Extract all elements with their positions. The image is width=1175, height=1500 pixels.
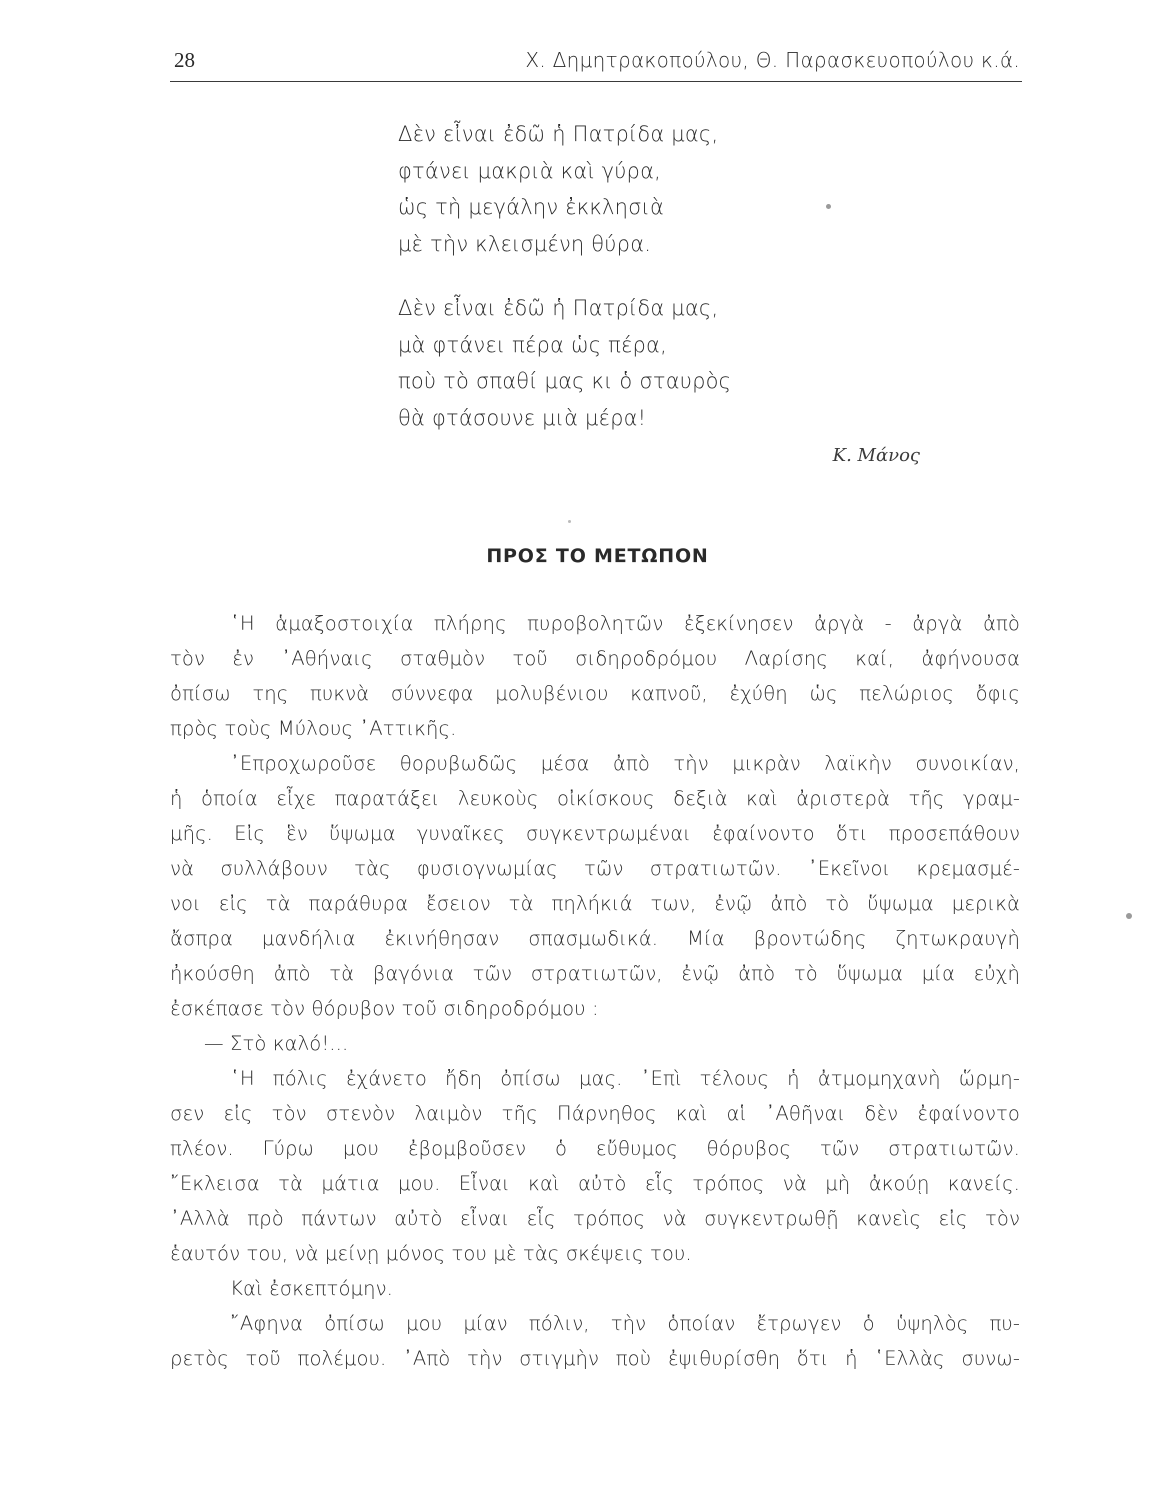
scan-speck bbox=[568, 520, 571, 523]
poem-line: ποὺ τὸ σπαθί μας κι ὁ σταυρὸς bbox=[398, 369, 732, 393]
header-rule bbox=[170, 81, 1022, 82]
page-header bbox=[174, 44, 1020, 80]
paragraph bbox=[170, 1026, 1020, 1061]
section-title: ΠΡΟΣ ΤΟ ΜΕΤΩΠΟΝ bbox=[486, 545, 709, 567]
text-line: ἡ ὁποία εἶχε παρατάξει λευκοὺς οἰκίσκους δεξιὰ καὶ ἀριστερὰ τῆς γραμ- bbox=[170, 787, 1020, 810]
page-number: 28 bbox=[174, 48, 195, 72]
text-line: ῎Εκλεισα τὰ μάτια μου. Εἶναι καὶ αὐτὸ εἷς τρόπος νὰ μὴ ἀκούῃ κανείς. bbox=[170, 1172, 1020, 1195]
poem bbox=[398, 116, 898, 464]
scan-speck bbox=[826, 204, 831, 209]
text-line: νὰ συλλάβουν τὰς φυσιογνωμίας τῶν στρατιωτῶν. ᾿Εκεῖνοι κρεμασμέ- bbox=[170, 857, 1020, 880]
paragraph bbox=[170, 1306, 1020, 1376]
text-line: ῎Αφηνα ὀπίσω μου μίαν πόλιν, τὴν ὁποίαν ἔτρωγεν ὁ ὑψηλὸς πυ- bbox=[230, 1312, 1020, 1335]
text-line: ᾿Επροχωροῦσε θορυβωδῶς μέσα ἀπὸ τὴν μικρὰν λαϊκὴν συνοικίαν, bbox=[230, 752, 1020, 775]
text-line: ῾Η πόλις ἐχάνετο ἤδη ὀπίσω μας. ᾿Επὶ τέλους ἡ ἀτμομηχανὴ ὥρμη- bbox=[230, 1067, 1020, 1090]
text-line: ἐσκέπασε τὸν θόρυβον τοῦ σιδηροδρόμου : bbox=[170, 997, 599, 1020]
text-line: ρετὸς τοῦ πολέμου. ᾿Απὸ τὴν στιγμὴν ποὺ ἐψιθυρίσθη ὅτι ἡ ῾Ελλὰς συνω- bbox=[170, 1347, 1020, 1370]
text-line: ἠκούσθη ἀπὸ τὰ βαγόνια τῶν στρατιωτῶν, ἐνῷ ἀπὸ τὸ ὕψωμα μία εὐχὴ bbox=[170, 962, 1020, 985]
poem-line: φτάνει μακριὰ καὶ γύρα, bbox=[398, 158, 661, 183]
paragraph bbox=[170, 606, 1020, 746]
text-line: ᾿Αλλὰ πρὸ πάντων αὐτὸ εἶναι εἷς τρόπος νὰ συγκεντρωθῇ κανεὶς εἰς τὸν bbox=[170, 1207, 1020, 1230]
paragraph bbox=[170, 1271, 1020, 1306]
text-line: πλέον. Γύρω μου ἐβομβοῦσεν ὁ εὔθυμος θόρυβος τῶν στρατιωτῶν. bbox=[170, 1137, 1020, 1160]
text-line: μῆς. Εἰς ἓν ὕψωμα γυναῖκες συγκεντρωμέναι ἐφαίνοντο ὅτι προσεπάθουν bbox=[170, 822, 1020, 845]
poem-line: Δὲν εἶναι ἐδῶ ἡ Πατρίδα μας, bbox=[398, 122, 719, 146]
text-line: Καὶ ἐσκεπτόμην. bbox=[230, 1277, 393, 1300]
text-line: τὸν ἐν ᾿Αθήναις σταθμὸν τοῦ σιδηροδρόμου Λαρίσης καί, ἀφήνουσα bbox=[170, 647, 1020, 670]
text-line: πρὸς τοὺς Μύλους ᾿Αττικῆς. bbox=[170, 717, 457, 740]
paragraph bbox=[170, 746, 1020, 1026]
poem-line: μὰ φτάνει πέρα ὡς πέρα, bbox=[398, 332, 667, 357]
poem-line: Δὲν εἶναι ἐδῶ ἡ Πατρίδα μας, bbox=[398, 296, 719, 320]
paragraph bbox=[170, 1061, 1020, 1271]
text-line: ἄσπρα μανδήλια ἐκινήθησαν σπασμωδικά. Μία βροντώδης ζητωκραυγὴ bbox=[170, 927, 1020, 950]
text-line: ἑαυτόν του, νὰ μείνῃ μόνος του μὲ τὰς σκέψεις του. bbox=[170, 1242, 692, 1265]
running-head: Χ. Δημητρακοπούλου, Θ. Παρασκευοπούλου κ.ά. bbox=[525, 48, 1020, 72]
text-line: ὀπίσω της πυκνὰ σύννεφα μολυβένιου καπνοῦ, ἐχύθη ὡς πελώριος ὄφις bbox=[170, 682, 1020, 705]
poem-author: Κ. Μάνος bbox=[832, 445, 920, 466]
poem-line: μὲ τὴν κλεισμένη θύρα. bbox=[398, 231, 652, 256]
text-line: νοι εἰς τὰ παράθυρα ἔσειον τὰ πηλήκιά των, ἐνῷ ἀπὸ τὸ ὕψωμα μερικὰ bbox=[170, 892, 1020, 915]
scan-speck bbox=[1126, 913, 1132, 919]
poem-stanza bbox=[398, 116, 898, 262]
poem-line: θὰ φτάσουνε μιὰ μέρα! bbox=[398, 405, 647, 430]
poem-line: ὡς τὴ μεγάλην ἐκκλησιὰ bbox=[398, 195, 665, 219]
text-line: ῾Η ἁμαξοστοιχία πλήρης πυροβολητῶν ἐξεκίνησεν ἀργὰ - ἀργὰ ἀπὸ bbox=[230, 612, 1020, 635]
dialogue-line: — Στὸ καλό!... bbox=[204, 1032, 349, 1055]
prose-body bbox=[170, 606, 1020, 1376]
poem-stanza bbox=[398, 290, 898, 436]
text-line: σεν εἰς τὸν στενὸν λαιμὸν τῆς Πάρνηθος καὶ αἱ ᾿Αθῆναι δὲν ἐφαίνοντο bbox=[170, 1102, 1020, 1125]
